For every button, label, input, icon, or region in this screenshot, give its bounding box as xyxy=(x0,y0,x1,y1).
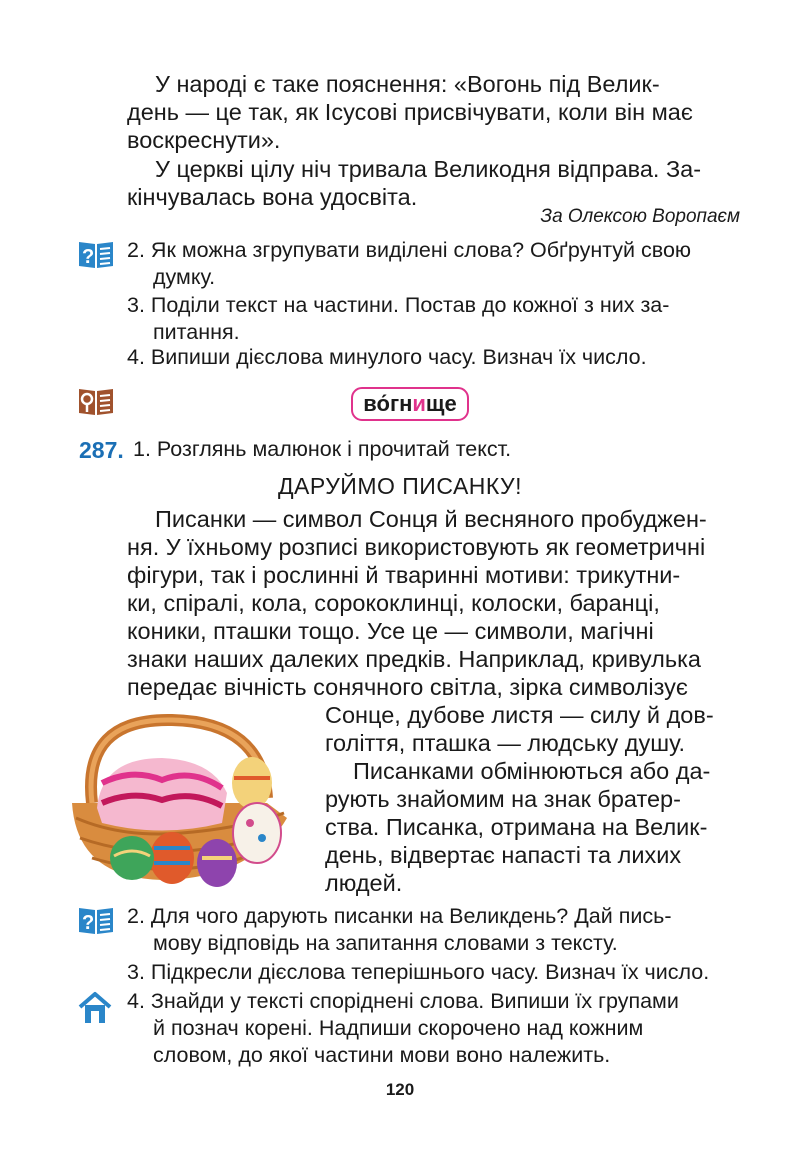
text-line: ки, спіралі, кола, сорококлинці, колоски, баранці, xyxy=(127,590,660,616)
task-number: 3. xyxy=(127,960,145,984)
vocabulary-word xyxy=(351,387,469,421)
author-credit: За Олексою Воропаєм xyxy=(540,206,740,227)
task-number: 3. xyxy=(127,293,145,317)
text-line: день, відвертає напасті та лихих xyxy=(325,842,682,868)
svg-text:?: ? xyxy=(82,246,95,268)
exercise-task: 1. Розглянь малюнок і прочитай текст. xyxy=(133,437,512,461)
vocab-part: ще xyxy=(425,391,457,416)
task-text-cont: й познач корені. Надпиши скорочено над кожним xyxy=(153,1016,644,1040)
text-line: передає вічність сонячного світла, зірка символізує xyxy=(127,674,688,700)
text-line: У церкві цілу ніч тривала Великодня відправа. За- xyxy=(155,156,702,182)
task-text-cont: питання. xyxy=(153,320,240,344)
question-book-icon xyxy=(77,238,115,270)
text-line: кінчувалась вона удосвіта. xyxy=(127,184,418,210)
text-line: Писанками обмінюються або да- xyxy=(353,758,711,784)
task-number: 4. xyxy=(127,345,145,369)
text-line: ства. Писанка, отримана на Велик- xyxy=(325,814,708,840)
task-text-cont: словом, до якої частини мови воно належить. xyxy=(153,1043,611,1067)
vocab-part: во́гн xyxy=(363,391,413,416)
task-a-4 xyxy=(127,344,747,371)
task-text: Для чого дарують писанки на Великдень? Дай пись- xyxy=(150,904,672,928)
task-a-2 xyxy=(127,237,747,291)
text-line: знаки наших далеких предків. Наприклад, кривулька xyxy=(127,646,701,672)
task-b-4 xyxy=(127,988,747,1069)
task-text: Як можна згрупувати виділені слова? Обґрунтуй свою xyxy=(150,238,692,262)
task-text: Поділи текст на частини. Постав до кожної з них за- xyxy=(150,293,670,317)
task-text-cont: думку. xyxy=(153,265,216,289)
vocabulary-book-icon xyxy=(77,385,115,417)
svg-text:?: ? xyxy=(82,912,95,934)
text-line: ня. У їхньому розписі використовують як геометричні xyxy=(127,534,706,560)
intro-paragraph-2 xyxy=(127,155,742,211)
task-text-cont: мову відповідь на запитання словами з тексту. xyxy=(153,931,618,955)
task-a-3 xyxy=(127,292,747,346)
task-b-3 xyxy=(127,959,747,986)
text-line: Сонце, дубове листя — силу й дов- xyxy=(325,702,714,728)
text-line: людей. xyxy=(325,870,403,896)
task-number: 4. xyxy=(127,989,145,1013)
task-b-2 xyxy=(127,903,747,957)
exercise-text-full xyxy=(127,505,742,701)
text-line: Писанки — символ Сонця й весняного пробуджен- xyxy=(155,506,707,532)
text-line: день — це так, як Ісусові присвічувати, коли він має xyxy=(127,99,693,125)
exercise-number: 287. xyxy=(79,437,124,463)
task-number: 2. xyxy=(127,238,145,262)
page-number: 120 xyxy=(385,1080,415,1099)
text-line: рують знайомим на знак братер- xyxy=(325,786,681,812)
text-line: голіття, пташка — людську душу. xyxy=(325,730,686,756)
easter-basket-illustration xyxy=(62,708,307,888)
question-book-icon xyxy=(77,904,115,936)
text-line: У народі є таке пояснення: «Вогонь під Велик- xyxy=(155,71,660,97)
task-number: 2. xyxy=(127,904,145,928)
text-line: фігури, так і рослинні й тваринні мотиви: трикутни- xyxy=(127,562,681,588)
vocab-highlight: и xyxy=(412,391,426,416)
task-text: Підкресли дієслова теперішнього часу. Визнач їх число. xyxy=(150,960,710,984)
intro-paragraph-1 xyxy=(127,70,742,154)
task-text: Знайди у тексті споріднені слова. Випиши їх групами xyxy=(150,989,679,1013)
task-text: Випиши дієслова минулого часу. Визнач їх число. xyxy=(150,345,647,369)
exercise-text-wrap xyxy=(325,701,742,897)
text-title: ДАРУЙМО ПИСАНКУ! xyxy=(277,473,523,499)
text-line: воскреснути». xyxy=(127,127,281,153)
text-line: коники, пташки тощо. Усе це — символи, магічні xyxy=(127,618,654,644)
home-task-icon xyxy=(77,990,113,1026)
